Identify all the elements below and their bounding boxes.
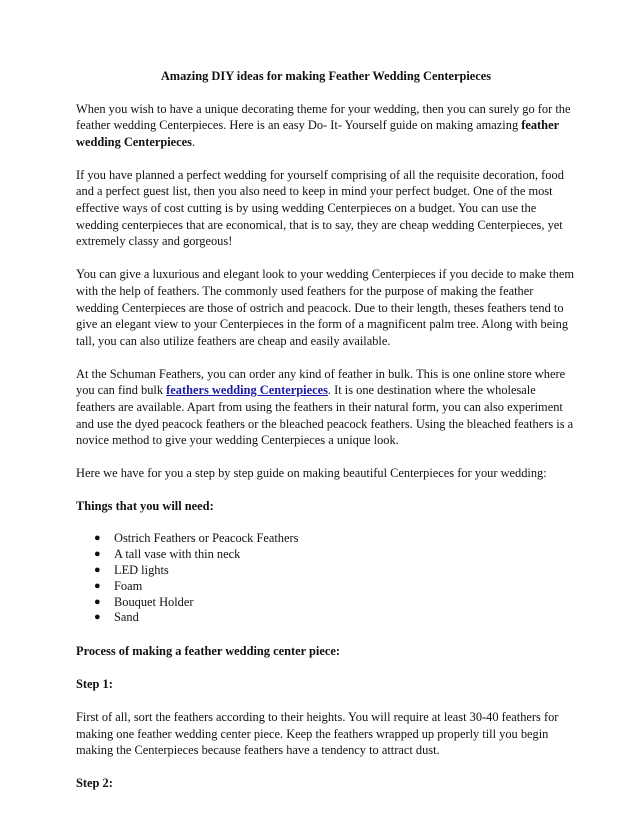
bullet-icon: ● <box>94 595 101 608</box>
store-text-after: . It is one destination where the wholesale feathers are available. Apart from using the feathers in their natural form, you can also experiment and use the dyed peacock feathers or the bleached peacock feathers. Using the bleached feathers is a novice method to give your wedding Centerpieces a unique look. <box>76 383 574 448</box>
bullet-icon: ● <box>94 548 101 561</box>
budget-paragraph: If you have planned a perfect wedding for yourself comprising of all the requisite decoration, food and a perfect guest list, then you also need to keep in mind your perfect budget. One of the most effective ways of cost cutting is by using wedding Centerpieces on a budget. You can use the wedding centerpieces that are economical, that is to say, they are cheap wedding Centerpieces, yet extremely classy and gorgeous! <box>76 167 564 249</box>
list-item <box>94 579 576 595</box>
step2-heading: Step 2: <box>76 776 113 791</box>
list-item <box>94 531 576 547</box>
list-item <box>94 595 576 611</box>
step1-heading: Step 1: <box>76 676 113 691</box>
things-needed-heading: Things that you will need: <box>76 499 214 514</box>
list-item <box>94 563 576 579</box>
needs-list <box>76 531 576 626</box>
list-item-label: Sand <box>114 610 139 625</box>
document-title: Amazing DIY ideas for making Feather Wedding Centerpieces <box>160 69 492 83</box>
bullet-icon: ● <box>94 579 101 592</box>
intro-bold-phrase: feather wedding Centerpieces <box>76 118 559 149</box>
list-item-label: LED lights <box>114 563 169 578</box>
list-item-label: Ostrich Feathers or Peacock Feathers <box>114 531 299 546</box>
bullet-icon: ● <box>94 611 101 624</box>
list-item-label: Bouquet Holder <box>114 594 194 609</box>
intro-end: . <box>191 134 196 149</box>
store-paragraph <box>76 366 576 449</box>
bullet-icon: ● <box>94 564 101 577</box>
list-item <box>94 547 576 563</box>
bullet-icon: ● <box>94 532 101 545</box>
intro-paragraph <box>76 101 576 151</box>
process-heading: Process of making a feather wedding center piece: <box>76 643 340 658</box>
intro-text: When you wish to have a unique decorating theme for your wedding, then you can surely go for the feather wedding Centerpieces. Here is an easy Do- It- Yourself guide on making amazing <box>76 101 571 133</box>
feathers-centerpieces-link[interactable]: feathers wedding Centerpieces <box>166 383 328 398</box>
guide-intro-paragraph: Here we have for you a step by step guide on making beautiful Centerpieces for your wedding: <box>76 466 547 481</box>
list-item <box>94 610 576 626</box>
feathers-paragraph: You can give a luxurious and elegant look to your wedding Centerpieces if you decide to make them with the help of feathers. The commonly used feathers for the purpose of making the feather wedding Centerpieces are those of ostrich and peacock. Due to their length, theses feathers tend to give an elegant view to your Centerpieces in the form of a magnificent palm tree. Along with being tall, you can also utilize feathers are cheap and easily available. <box>76 267 575 348</box>
list-item-label: A tall vase with thin neck <box>114 547 241 562</box>
document-page <box>76 68 576 808</box>
list-item-label: Foam <box>114 578 143 593</box>
store-text-before: At the Schuman Feathers, you can order any kind of feather in bulk. This is one online store where you can find bulk <box>76 366 566 398</box>
step1-paragraph: First of all, sort the feathers according to their heights. You will require at least 30-40 feathers for making one feather wedding center piece. Keep the feathers wrapped up properly till you begin making the Centerpieces because feathers have a tendency to attract dust. <box>76 709 559 758</box>
